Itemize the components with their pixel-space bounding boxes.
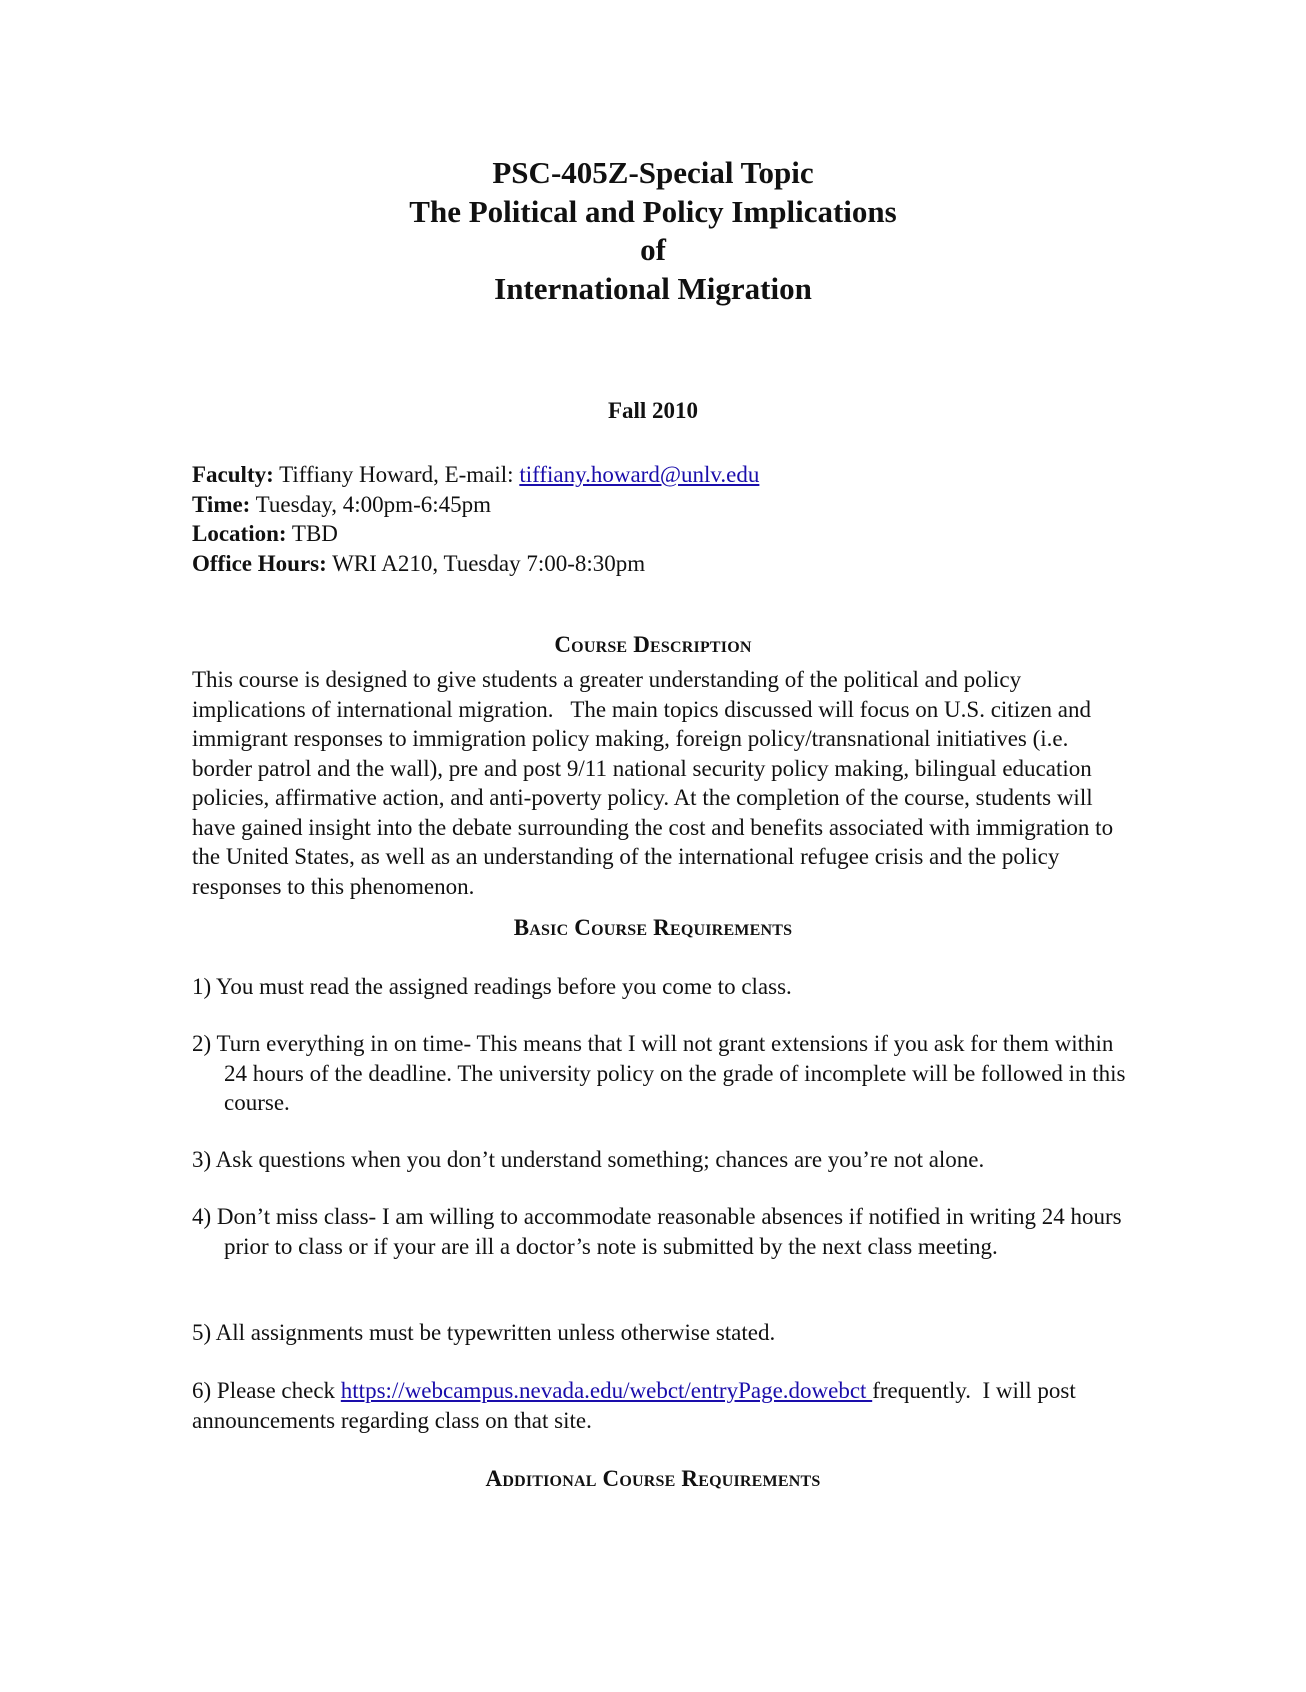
requirement-6-suffix: frequently. I will post announcements regarding class on that site. [192,1378,1082,1433]
additional-requirements-heading: Additional Course Requirements [485,1466,821,1491]
course-title-line-2: The Political and Policy Implications [409,193,897,229]
course-description-heading: Course Description [554,632,752,657]
faculty-label: Faculty: [192,462,274,487]
office-hours-label: Office Hours: [192,550,327,576]
requirement-item-3 [192,1145,1132,1175]
location-value: TBD [286,521,338,546]
time-label: Time: [192,491,251,517]
requirement-item-2 [192,1029,1132,1118]
office-hours-value: WRI A210, Tuesday 7:00-8:30pm [326,550,646,576]
requirement-text: 3) Ask questions when you don’t understand something; chances are you’re not alone. [192,1147,985,1172]
course-title-line-4: International Migration [494,270,812,306]
term: Fall 2010 [607,398,699,423]
course-info [192,460,759,578]
requirement-text [192,1376,1132,1435]
time-value: Tuesday, 4:00pm-6:45pm [250,491,492,517]
office-hours-row [192,549,759,579]
course-title-line-1: PSC-405Z-Special Topic [492,155,814,190]
course-title [0,154,1306,308]
location-label: Location: [192,521,287,546]
requirement-text: 1) You must read the assigned readings before you come to class. [192,974,792,999]
requirement-item-6 [192,1376,1132,1435]
location-row [192,519,759,549]
faculty-value: Tiffiany Howard, E-mail: [273,462,520,487]
faculty-row [192,460,759,490]
requirement-text: 2) Turn everything in on time- This means that I will not grant extensions if you ask for them within 24 hours of the deadline. The university policy on the grade of incomplete will be followed in this course. [192,1031,1126,1115]
time-row [192,490,759,520]
requirement-6-prefix: 6) Please check [192,1378,341,1403]
basic-requirements-heading: Basic Course Requirements [513,915,793,940]
requirement-text: 5) All assignments must be typewritten unless otherwise stated. [192,1320,776,1345]
course-title-line-3: of [640,232,666,267]
requirement-item-4 [192,1202,1132,1261]
requirement-text: 4) Don’t miss class- I am willing to accommodate reasonable absences if notified in writing 24 hours prior to class or if your are ill a doctor’s note is submitted by the next class meeting. [192,1204,1122,1259]
faculty-email-link[interactable]: tiffiany.howard@unlv.edu [519,462,760,487]
requirement-item-1 [192,972,1132,1002]
requirement-item-5 [192,1318,1132,1348]
webcampus-link[interactable]: https://webcampus.nevada.edu/webct/entryPage.dowebct [340,1378,873,1403]
course-description-body: This course is designed to give students a greater understanding of the political and policy implications of international migration. The main topics discussed will focus on U.S. citizen and immigrant responses to immigration policy making, foreign policy/transnational initiatives (i.e. border patrol and the wall), pre and post 9/11 national security policy making, bilingual education policies, affirmative action, and anti-poverty policy. At the completion of the course, students will have gained insight into the debate surrounding the cost and benefits associated with immigration to the United States, as well as an understanding of the international refugee crisis and the policy responses to this phenomenon. [192,667,1119,899]
